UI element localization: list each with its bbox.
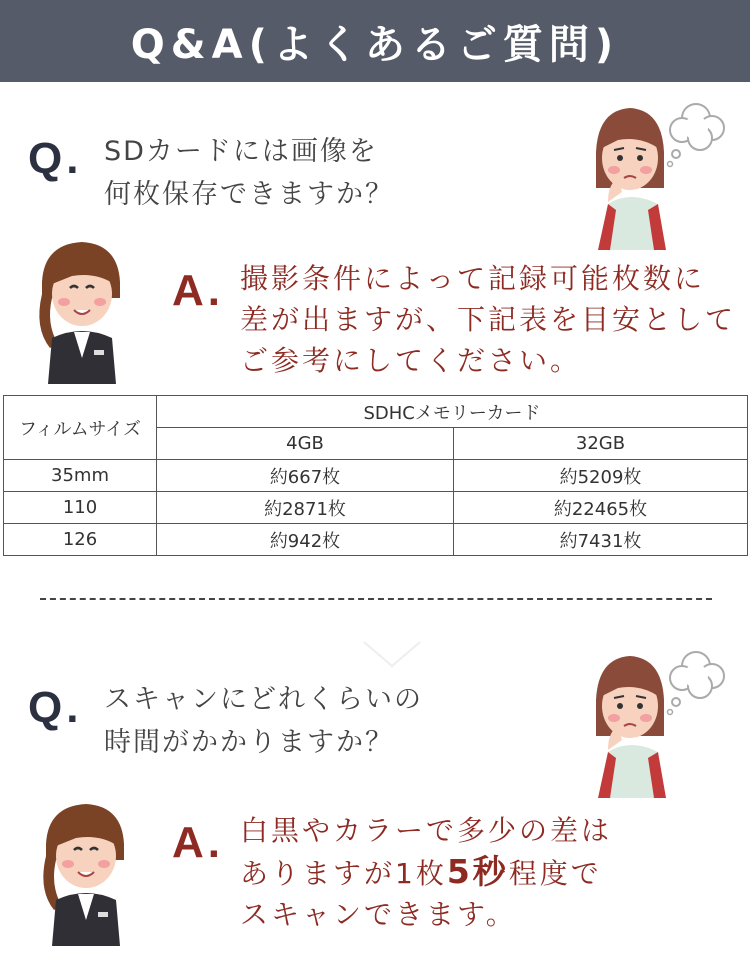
chevron-down-icon	[362, 640, 422, 670]
answer-mark-1: A.	[172, 266, 224, 315]
section-divider	[40, 598, 712, 600]
table-header-row	[4, 396, 748, 428]
row-32gb-value: 約5209枚	[454, 460, 748, 492]
row-4gb-value: 約2871枚	[157, 492, 454, 524]
row-32gb-value: 約7431枚	[454, 524, 748, 556]
capacity-table	[3, 395, 748, 556]
row-film-size: 110	[4, 492, 157, 524]
page-header	[0, 0, 750, 82]
column-32gb-header: 32GB	[454, 428, 748, 460]
worried-woman-illustration	[578, 640, 728, 798]
answer-2-line-2-pre: ありますが1枚	[240, 857, 447, 890]
thought-cloud-icon	[668, 652, 725, 715]
answer-2-line-1: 白黒やカラーで多少の差は	[240, 814, 613, 847]
row-4gb-value: 約667枚	[157, 460, 454, 492]
film-size-header: フィルムサイズ	[4, 396, 157, 460]
answer-2-line-2-post: 程度で	[508, 857, 602, 890]
thought-cloud-icon	[668, 104, 725, 167]
row-film-size: 126	[4, 524, 157, 556]
answer-2-emphasis: 5秒	[446, 852, 509, 891]
answer-2-line-3: スキャンできます。	[240, 898, 517, 931]
answer-2-line-2	[240, 851, 612, 894]
row-32gb-value: 約22465枚	[454, 492, 748, 524]
question-1-line-1: SDカードには画像を	[104, 136, 378, 167]
answer-text-2	[240, 810, 612, 935]
column-4gb-header: 4GB	[157, 428, 454, 460]
row-4gb-value: 約942枚	[157, 524, 454, 556]
row-film-size: 35mm	[4, 460, 157, 492]
question-2-line-2: 時間がかかりますか？	[104, 727, 394, 758]
question-text-2	[104, 678, 423, 764]
question-mark-1: Q.	[28, 134, 83, 183]
question-2-line-1: スキャンにどれくらいの	[104, 684, 423, 715]
question-1-line-2: 何枚保存できますか？	[104, 179, 394, 210]
worried-woman-illustration	[578, 92, 728, 250]
staff-woman-illustration	[32, 238, 132, 384]
question-mark-2: Q.	[28, 683, 83, 732]
table-row	[4, 492, 748, 524]
answer-mark-2: A.	[172, 818, 224, 867]
table-row	[4, 524, 748, 556]
staff-woman-illustration	[36, 800, 136, 946]
sdhc-header: SDHCメモリーカード	[157, 396, 748, 428]
answer-1-line-2: 差が出ますが、下記表を目安として	[240, 303, 737, 336]
question-text-1	[104, 130, 394, 216]
table-row	[4, 460, 748, 492]
page-title: Q&A(よくあるご質問)	[130, 21, 620, 68]
answer-text-1	[240, 258, 736, 381]
answer-1-line-1: 撮影条件によって記録可能枚数に	[240, 262, 706, 295]
answer-1-line-3: ご参考にしてください。	[240, 344, 582, 377]
